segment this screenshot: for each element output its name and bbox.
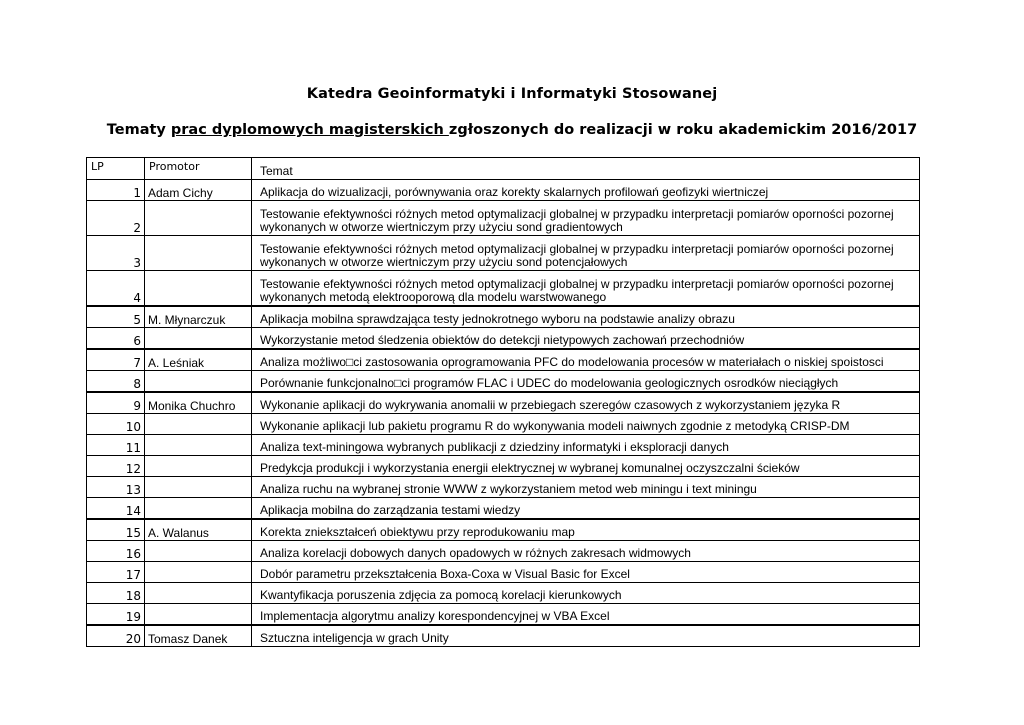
table-row [87,180,920,201]
row-temat: Aplikacja mobilna do zarządzania testami wiedzy [252,498,920,520]
row-temat: Aplikacja mobilna sprawdzająca testy jednokrotnego wyboru na podstawie analizy obrazu [252,306,920,328]
row-promotor [145,435,252,456]
table-row [87,392,920,414]
table-row [87,371,920,393]
row-temat: Aplikacja do wizualizacji, porównywania oraz korekty skalarnych profilowań geofizyki wiertniczej [252,180,920,201]
row-promotor [145,456,252,477]
row-temat: Analiza korelacji dobowych danych opadowych w różnych zakresach widmowych [252,541,920,562]
table-row [87,414,920,435]
row-lp: 18 [87,583,145,604]
table-row [87,435,920,456]
row-promotor [145,236,252,271]
row-temat: Korekta zniekształceń obiektywu przy reprodukowaniu map [252,519,920,541]
document-title: Katedra Geoinformatyki i Informatyki Stosowanej [306,86,718,102]
row-lp: 12 [87,456,145,477]
row-promotor: A. Walanus [145,519,252,541]
row-lp: 17 [87,562,145,583]
row-temat: Analiza możliwo□ci zastosowania oprogramowania PFC do modelowania procesów w materiałach o niskiej spoistosci [252,349,920,371]
row-lp: 6 [87,328,145,350]
row-temat: Analiza ruchu na wybranej stronie WWW z wykorzystaniem metod web miningu i text miningu [252,477,920,498]
row-temat: Porównanie funkcjonalno□ci programów FLAC i UDEC do modelowania geologicznych osrodków nieciągłych [252,371,920,393]
row-temat: Analiza text-miningowa wybranych publikacji z dziedziny informatyki i eksploracji danych [252,435,920,456]
row-temat: Testowanie efektywności różnych metod optymalizacji globalnej w przypadku interpretacji pomiarów oporności pozornej wykonanych w otworze wiertniczym przy użyciu sond potencjałowych [252,236,920,271]
row-lp: 11 [87,435,145,456]
row-temat: Wykonanie aplikacji lub pakietu programu R do wykonywania modeli naiwnych zgodnie z metodyką CRISP-DM [252,414,920,435]
table-header-row [87,158,920,180]
row-promotor: Tomasz Danek [145,625,252,647]
table-row [87,456,920,477]
row-lp: 1 [87,180,145,201]
table-row [87,477,920,498]
table-row [87,236,920,271]
table-row [87,349,920,371]
row-promotor: Adam Cichy [145,180,252,201]
row-lp: 15 [87,519,145,541]
document-subtitle [0,122,1024,138]
row-promotor: A. Leśniak [145,349,252,371]
subtitle-suffix: zgłoszonych do realizacji w roku akademickim 2016/2017 [448,122,918,138]
row-lp: 8 [87,371,145,393]
row-lp: 13 [87,477,145,498]
row-lp: 14 [87,498,145,520]
row-lp: 3 [87,236,145,271]
row-promotor: Monika Chuchro [145,392,252,414]
row-promotor [145,271,252,307]
row-promotor [145,583,252,604]
row-temat: Wykonanie aplikacji do wykrywania anomalii w przebiegach szeregów czasowych z wykorzystaniem języka R [252,392,920,414]
row-lp: 19 [87,604,145,626]
table-row [87,271,920,307]
row-promotor: M. Młynarczuk [145,306,252,328]
row-promotor [145,604,252,626]
row-temat: Sztuczna inteligencja w grach Unity [252,625,920,647]
row-lp: 20 [87,625,145,647]
row-temat: Dobór parametru przekształcenia Boxa-Coxa w Visual Basic for Excel [252,562,920,583]
column-header-lp: LP [87,158,145,180]
subtitle-underlined: prac dyplomowych magisterskich [170,122,449,138]
topics-table [86,157,920,647]
table-row [87,519,920,541]
row-temat: Predykcja produkcji i wykorzystania energii elektrycznej w wybranej komunalnej oczyszczalni ścieków [252,456,920,477]
row-promotor [145,201,252,236]
row-promotor [145,498,252,520]
table-row [87,306,920,328]
table-row [87,201,920,236]
row-promotor [145,414,252,435]
table-row [87,328,920,350]
row-temat: Testowanie efektywności różnych metod optymalizacji globalnej w przypadku interpretacji pomiarów oporności pozornej wykonanych w otworze wiertniczym przy użyciu sond gradientowych [252,201,920,236]
table-row [87,583,920,604]
row-promotor [145,328,252,350]
row-promotor [145,477,252,498]
row-lp: 10 [87,414,145,435]
row-temat: Testowanie efektywności różnych metod optymalizacji globalnej w przypadku interpretacji pomiarów oporności pozornej wykonanych metodą elektrooporową dla modelu warstwowanego [252,271,920,307]
row-lp: 4 [87,271,145,307]
table-row [87,562,920,583]
row-lp: 5 [87,306,145,328]
table-row [87,604,920,626]
table-row [87,498,920,520]
row-temat: Wykorzystanie metod śledzenia obiektów do detekcji nietypowych zachowań przechodniów [252,328,920,350]
row-promotor [145,562,252,583]
subtitle-prefix: Tematy [106,122,171,138]
table-row [87,625,920,647]
row-lp: 16 [87,541,145,562]
row-lp: 7 [87,349,145,371]
row-temat: Implementacja algorytmu analizy korespondencyjnej w VBA Excel [252,604,920,626]
row-lp: 9 [87,392,145,414]
table-row [87,541,920,562]
row-lp: 2 [87,201,145,236]
column-header-promotor: Promotor [145,158,252,180]
column-header-temat: Temat [252,158,920,180]
row-promotor [145,541,252,562]
row-promotor [145,371,252,393]
row-temat: Kwantyfikacja poruszenia zdjęcia za pomocą korelacji kierunkowych [252,583,920,604]
